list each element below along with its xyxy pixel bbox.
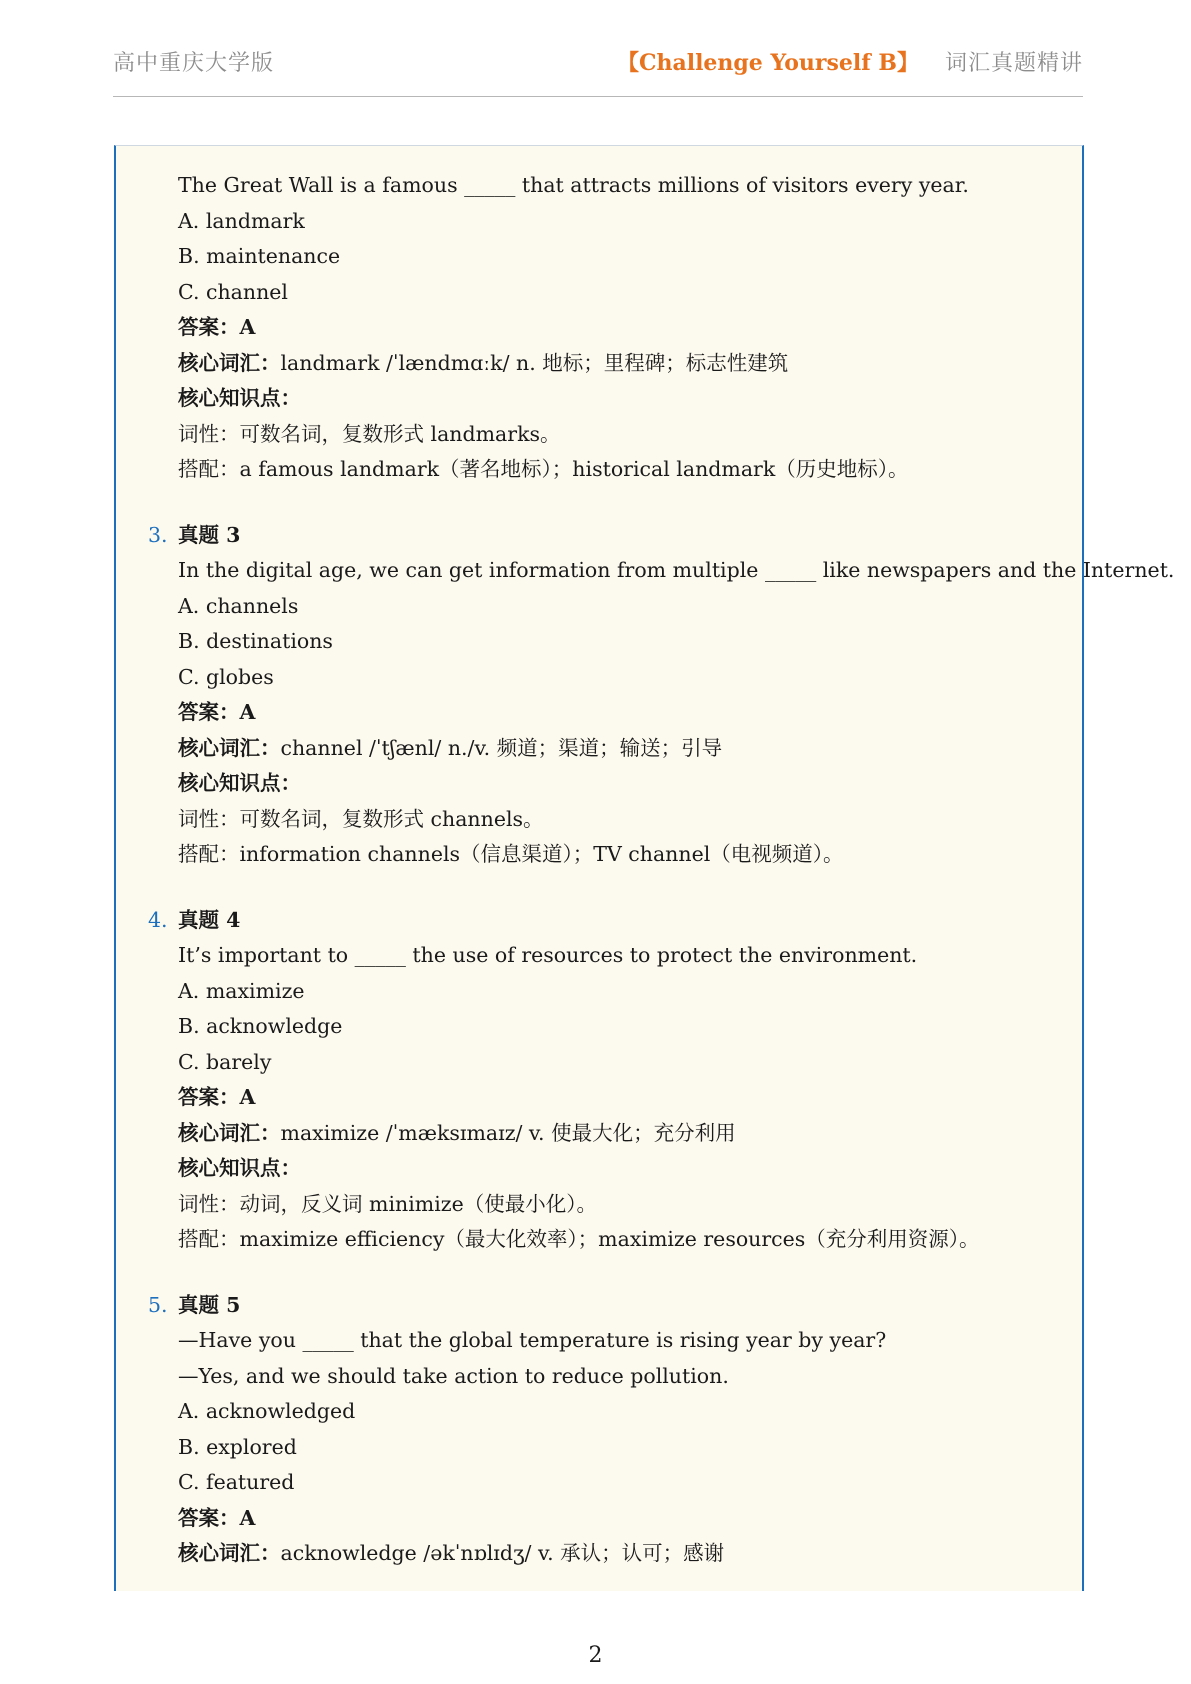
header-right — [617, 46, 1083, 77]
core-vocab-line — [116, 346, 1082, 382]
answer-value: A — [239, 1085, 256, 1109]
part-of-speech: 词性：动词，反义词 minimize（使最小化）。 — [178, 1191, 597, 1216]
answer-option: C. globes — [178, 664, 274, 689]
question-title — [116, 518, 1082, 554]
answer-option: A. landmark — [178, 208, 305, 233]
question-title — [116, 903, 1082, 939]
challenge-label: 【Challenge Yourself B】 — [616, 50, 919, 76]
answer-value: A — [239, 700, 256, 724]
category-label: 词汇真题精讲 — [944, 51, 1083, 76]
core-vocab-text: channel /ˈtʃænl/ n./v. 频道；渠道；输送；引导 — [280, 735, 723, 760]
collocation: 搭配：a famous landmark（著名地标）；historical landmark（历史地标）。 — [178, 457, 909, 481]
page-header — [113, 46, 1083, 97]
core-knowledge-label: 核心知识点： — [178, 771, 301, 795]
answer-option: B. destinations — [178, 629, 333, 653]
core-knowledge-heading — [116, 1151, 1082, 1187]
core-vocab-text: landmark /ˈlændmɑːk/ n. 地标；里程碑；标志性建筑 — [280, 350, 789, 375]
collocation: 搭配：information channels（信息渠道）；TV channel（电视频道）。 — [178, 842, 844, 866]
question-stem: The Great Wall is a famous _____ that attracts millions of visitors every year. — [178, 173, 969, 197]
core-vocab-label: 核心词汇： — [178, 1120, 281, 1145]
answer-option: B. acknowledge — [178, 1014, 343, 1038]
answer-option: C. featured — [178, 1470, 295, 1494]
core-vocab-line — [116, 1536, 1082, 1572]
core-knowledge-heading — [116, 766, 1082, 802]
core-knowledge-label: 核心知识点： — [178, 386, 301, 410]
question-stem: In the digital age, we can get information from multiple _____ like newspapers and the Internet. — [178, 558, 1175, 582]
answer-line — [116, 310, 1082, 346]
question-number: 4. — [148, 907, 168, 932]
answer-option: C. channel — [178, 279, 288, 304]
question-title-text: 真题 5 — [178, 1292, 241, 1317]
answer-option: B. explored — [178, 1434, 297, 1459]
page-number: 2 — [588, 1643, 603, 1668]
question-number: 3. — [148, 522, 168, 547]
core-vocab-label: 核心词汇： — [178, 1541, 281, 1565]
answer-line — [116, 1501, 1082, 1537]
answer-option: C. barely — [178, 1049, 272, 1074]
core-vocab-text: acknowledge /əkˈnɒlɪdʒ/ v. 承认；认可；感谢 — [280, 1541, 725, 1565]
question-stem: It’s important to _____ the use of resources to protect the environment. — [178, 943, 918, 967]
part-of-speech: 词性：可数名词，复数形式 landmarks。 — [178, 421, 561, 446]
answer-option: B. maintenance — [178, 244, 341, 268]
question-title-text: 真题 4 — [178, 907, 241, 932]
answer-value: A — [239, 315, 256, 339]
core-knowledge-heading — [116, 381, 1082, 417]
content-panel — [114, 145, 1175, 1591]
book-title: 高中重庆大学版 — [113, 51, 275, 76]
answer-option: A. maximize — [178, 978, 305, 1003]
answer-option: A. channels — [178, 593, 299, 618]
core-vocab-line — [116, 1116, 1082, 1152]
question-stem: —Yes, and we should take action to reduce pollution. — [178, 1363, 729, 1388]
answer-label: 答案： — [178, 700, 240, 724]
question-title-text: 真题 3 — [178, 522, 241, 547]
answer-label: 答案： — [178, 1085, 240, 1109]
core-vocab-line — [116, 731, 1082, 767]
answer-line — [116, 695, 1082, 731]
answer-label: 答案： — [178, 1505, 240, 1530]
question-title — [116, 1288, 1082, 1324]
answer-line — [116, 1080, 1082, 1116]
answer-label: 答案： — [178, 315, 240, 339]
core-knowledge-label: 核心知识点： — [178, 1156, 301, 1180]
core-vocab-label: 核心词汇： — [178, 350, 281, 375]
question-list — [116, 168, 1175, 1572]
answer-value: A — [239, 1505, 256, 1530]
question-stem: —Have you _____ that the global temperature is rising year by year? — [178, 1328, 887, 1352]
answer-option: A. acknowledged — [178, 1399, 356, 1423]
core-vocab-text: maximize /ˈmæksɪmaɪz/ v. 使最大化；充分利用 — [280, 1120, 736, 1145]
core-vocab-label: 核心词汇： — [178, 735, 281, 760]
collocation: 搭配：maximize efficiency（最大化效率）；maximize resources（充分利用资源）。 — [178, 1227, 980, 1251]
question-number: 5. — [148, 1292, 168, 1317]
part-of-speech: 词性：可数名词，复数形式 channels。 — [178, 806, 544, 831]
